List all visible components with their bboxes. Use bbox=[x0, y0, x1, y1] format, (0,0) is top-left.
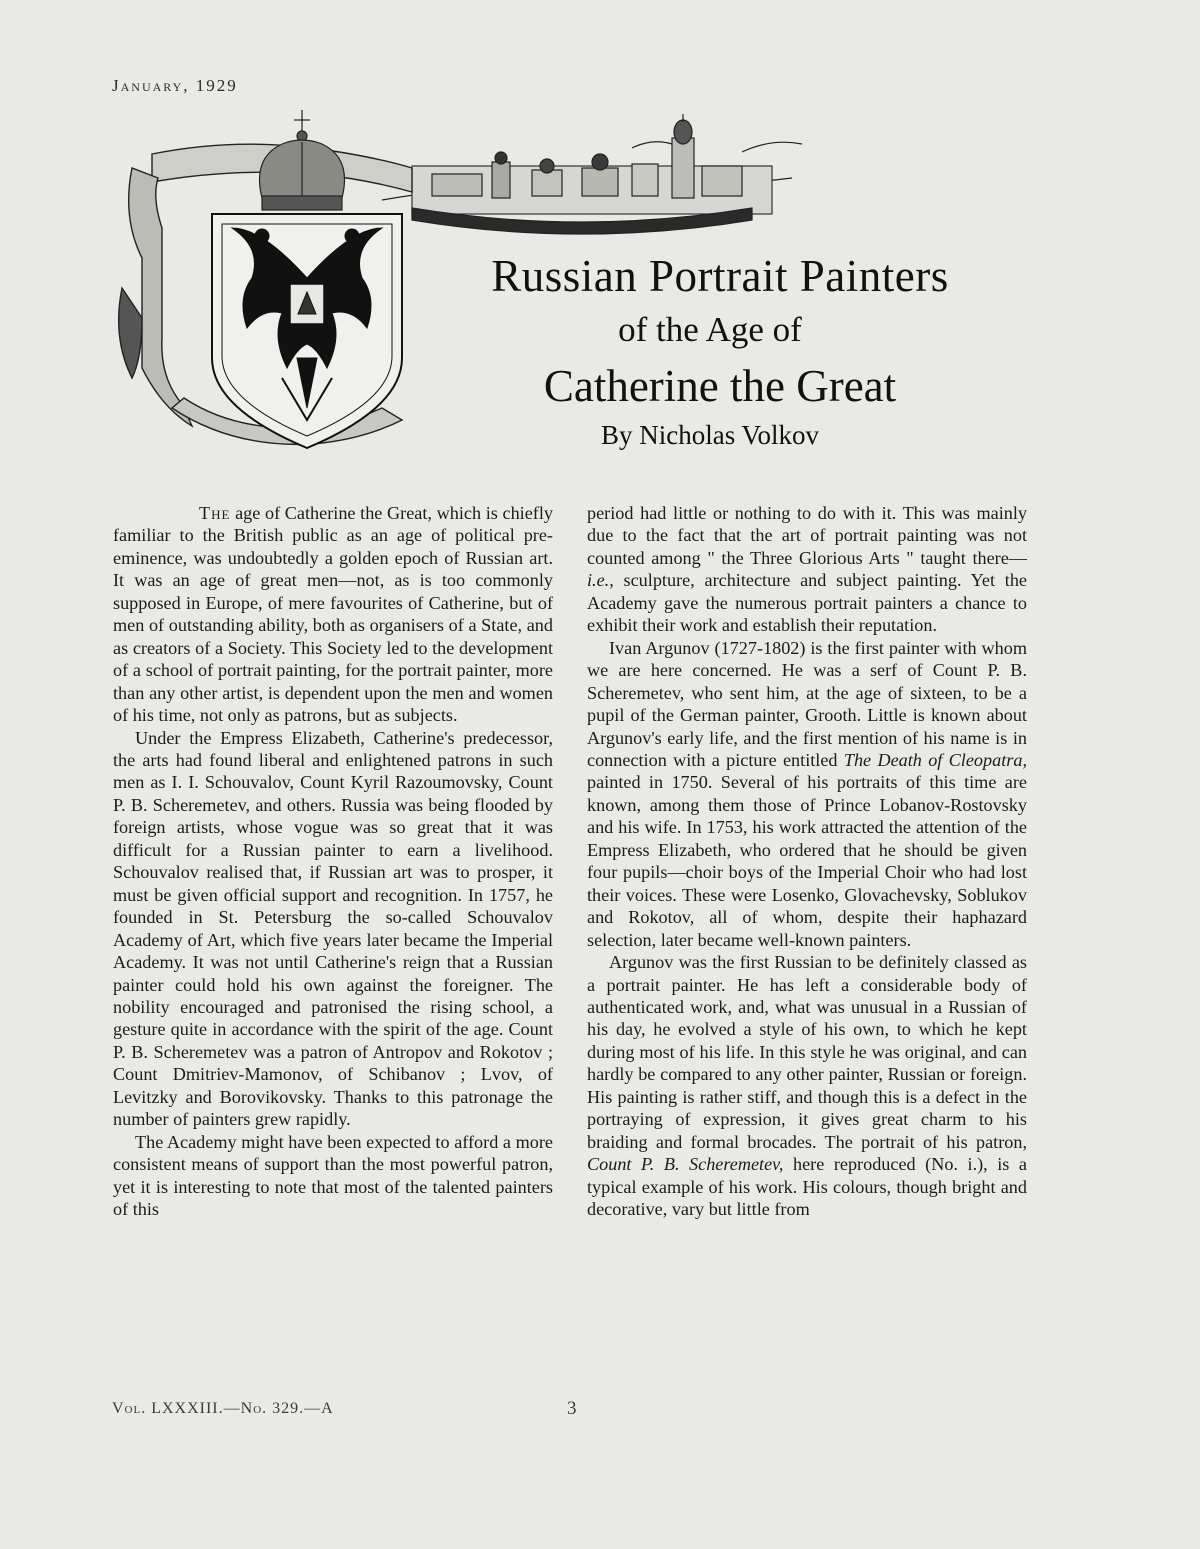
paragraph-text: Argunov was the first Russian to be definitely classed as a portrait painter. He has left a considerable body of authenticated work, and, what was unusual in a Russian of his day, he evolved a style of his own, to which he kept during most of his life. In this style he was original, and can hardly be compared to any other painter, Russian or foreign. His painting is rather stiff, and though this is a defect in the portraying of expression, it gives great charm to his braiding and formal brocades. The portrait of his patron, bbox=[587, 952, 1027, 1152]
body-paragraph bbox=[587, 502, 1027, 637]
imperial-crown-icon bbox=[260, 110, 345, 210]
paragraph-text: Ivan Argunov (1727-1802) is the first painter with whom we are here concerned. He was a serf of Count P. B. Scheremetev, who sent him, at the age of sixteen, to be a pupil of the German painter, Grooth. Little is known about Argunov's early life, and the first mention of his name is in connection with a picture entitled bbox=[587, 637, 1027, 770]
kremlin-skyline-illustration bbox=[382, 114, 802, 234]
article-title-line-3: Catherine the Great bbox=[543, 361, 897, 411]
article-byline: By Nicholas Volkov bbox=[600, 420, 820, 450]
volume-issue-line: Vol. LXXXIII.—No. 329.—A bbox=[112, 1400, 334, 1417]
paragraph-italic: i.e., bbox=[587, 570, 614, 591]
body-column-right bbox=[587, 502, 1027, 1221]
body-paragraph bbox=[587, 951, 1027, 1220]
running-head-date: January, 1929 bbox=[112, 76, 238, 95]
paragraph-lead-word: The bbox=[199, 503, 231, 523]
body-column-left bbox=[113, 502, 553, 1221]
body-paragraph: The Academy might have been expected to afford a more consistent means of support than the most powerful patron, yet it is interesting to note that most of the talented painters of this bbox=[113, 1131, 553, 1220]
painting-title: The Death of Cleopatra, bbox=[843, 749, 1027, 770]
paragraph-text: painted in 1750. Several of his portraits of this time are known, among them those of Prince Lobanov-Rostovsky and his wife. In 1753, his work attracted the attention of the Empress Elizabeth, who ordered that he should be given four pupils—choir boys of the Imperial Choir who had lost their voices. These were Losenko, Glovachevsky, Soblukov and Rokotov, all of whom, despite their haphazard selection, later became well-known painters. bbox=[587, 772, 1027, 950]
paragraph-text: here reproduced (No. i.), is a typical example of his work. His colours, though bright and decorative, vary but little from bbox=[587, 1154, 1027, 1220]
page-number: 3 bbox=[567, 1398, 578, 1419]
article-title-line-2: of the Age of bbox=[618, 310, 802, 349]
paragraph-text: sculpture, architecture and subject painting. Yet the Academy gave the numerous portrait painters a chance to exhibit their work and establish their reputation. bbox=[587, 570, 1027, 636]
body-paragraph bbox=[113, 502, 553, 727]
paragraph-text: period had little or nothing to do with it. This was mainly due to the fact that the art of portrait painting was not counted among " the Three Glorious Arts " taught there— bbox=[587, 503, 1027, 568]
painting-title: Count P. B. Scheremetev, bbox=[587, 1154, 784, 1175]
article-title-line-1: Russian Portrait Painters bbox=[491, 251, 949, 301]
body-paragraph: Under the Empress Elizabeth, Catherine's predecessor, the arts had found liberal and enlightened patrons in such men as I. I. Schouvalov, Count Kyril Razoumovsky, Count P. B. Scheremetev, and others. Russia was being flooded by foreign artists, whose vogue was so great that it was difficult for a Russian painter to earn a livelihood. Schouvalov realised that, if Russian art was to prosper, it must be given official support and recognition. In 1757, he founded in St. Petersburg the so-called Schouvalov Academy of Art, which five years later became the Imperial Academy. It was not until Catherine's reign that a Russian painter could hold his own against the foreigner. The nobility encouraged and patronised the rising school, a gesture quite in accordance with the spirit of the age. Count P. B. Scheremetev was a patron of Antropov and Rokotov ; Count Dmitriev-Mamonov, of Schibanov ; Lvov, of Levitzky and Borovikovsky. Thanks to this patronage the number of painters grew rapidly. bbox=[113, 727, 553, 1130]
body-paragraph bbox=[587, 637, 1027, 951]
paragraph-text: age of Catherine the Great, which is chiefly familiar to the British public as an age of political pre-eminence, was undoubtedly a golden epoch of Russian art. It was an age of great men—not, as is too commonly supposed in Europe, of mere favourites of Catherine, but of men of outstanding ability, both as organisers of a State, and as creators of a Society. This Society led to the development of a school of portrait painting, for the portrait painter, more than any other artist, is dependent upon the men and women of his time, not only as patrons, but as subjects. bbox=[113, 503, 553, 726]
